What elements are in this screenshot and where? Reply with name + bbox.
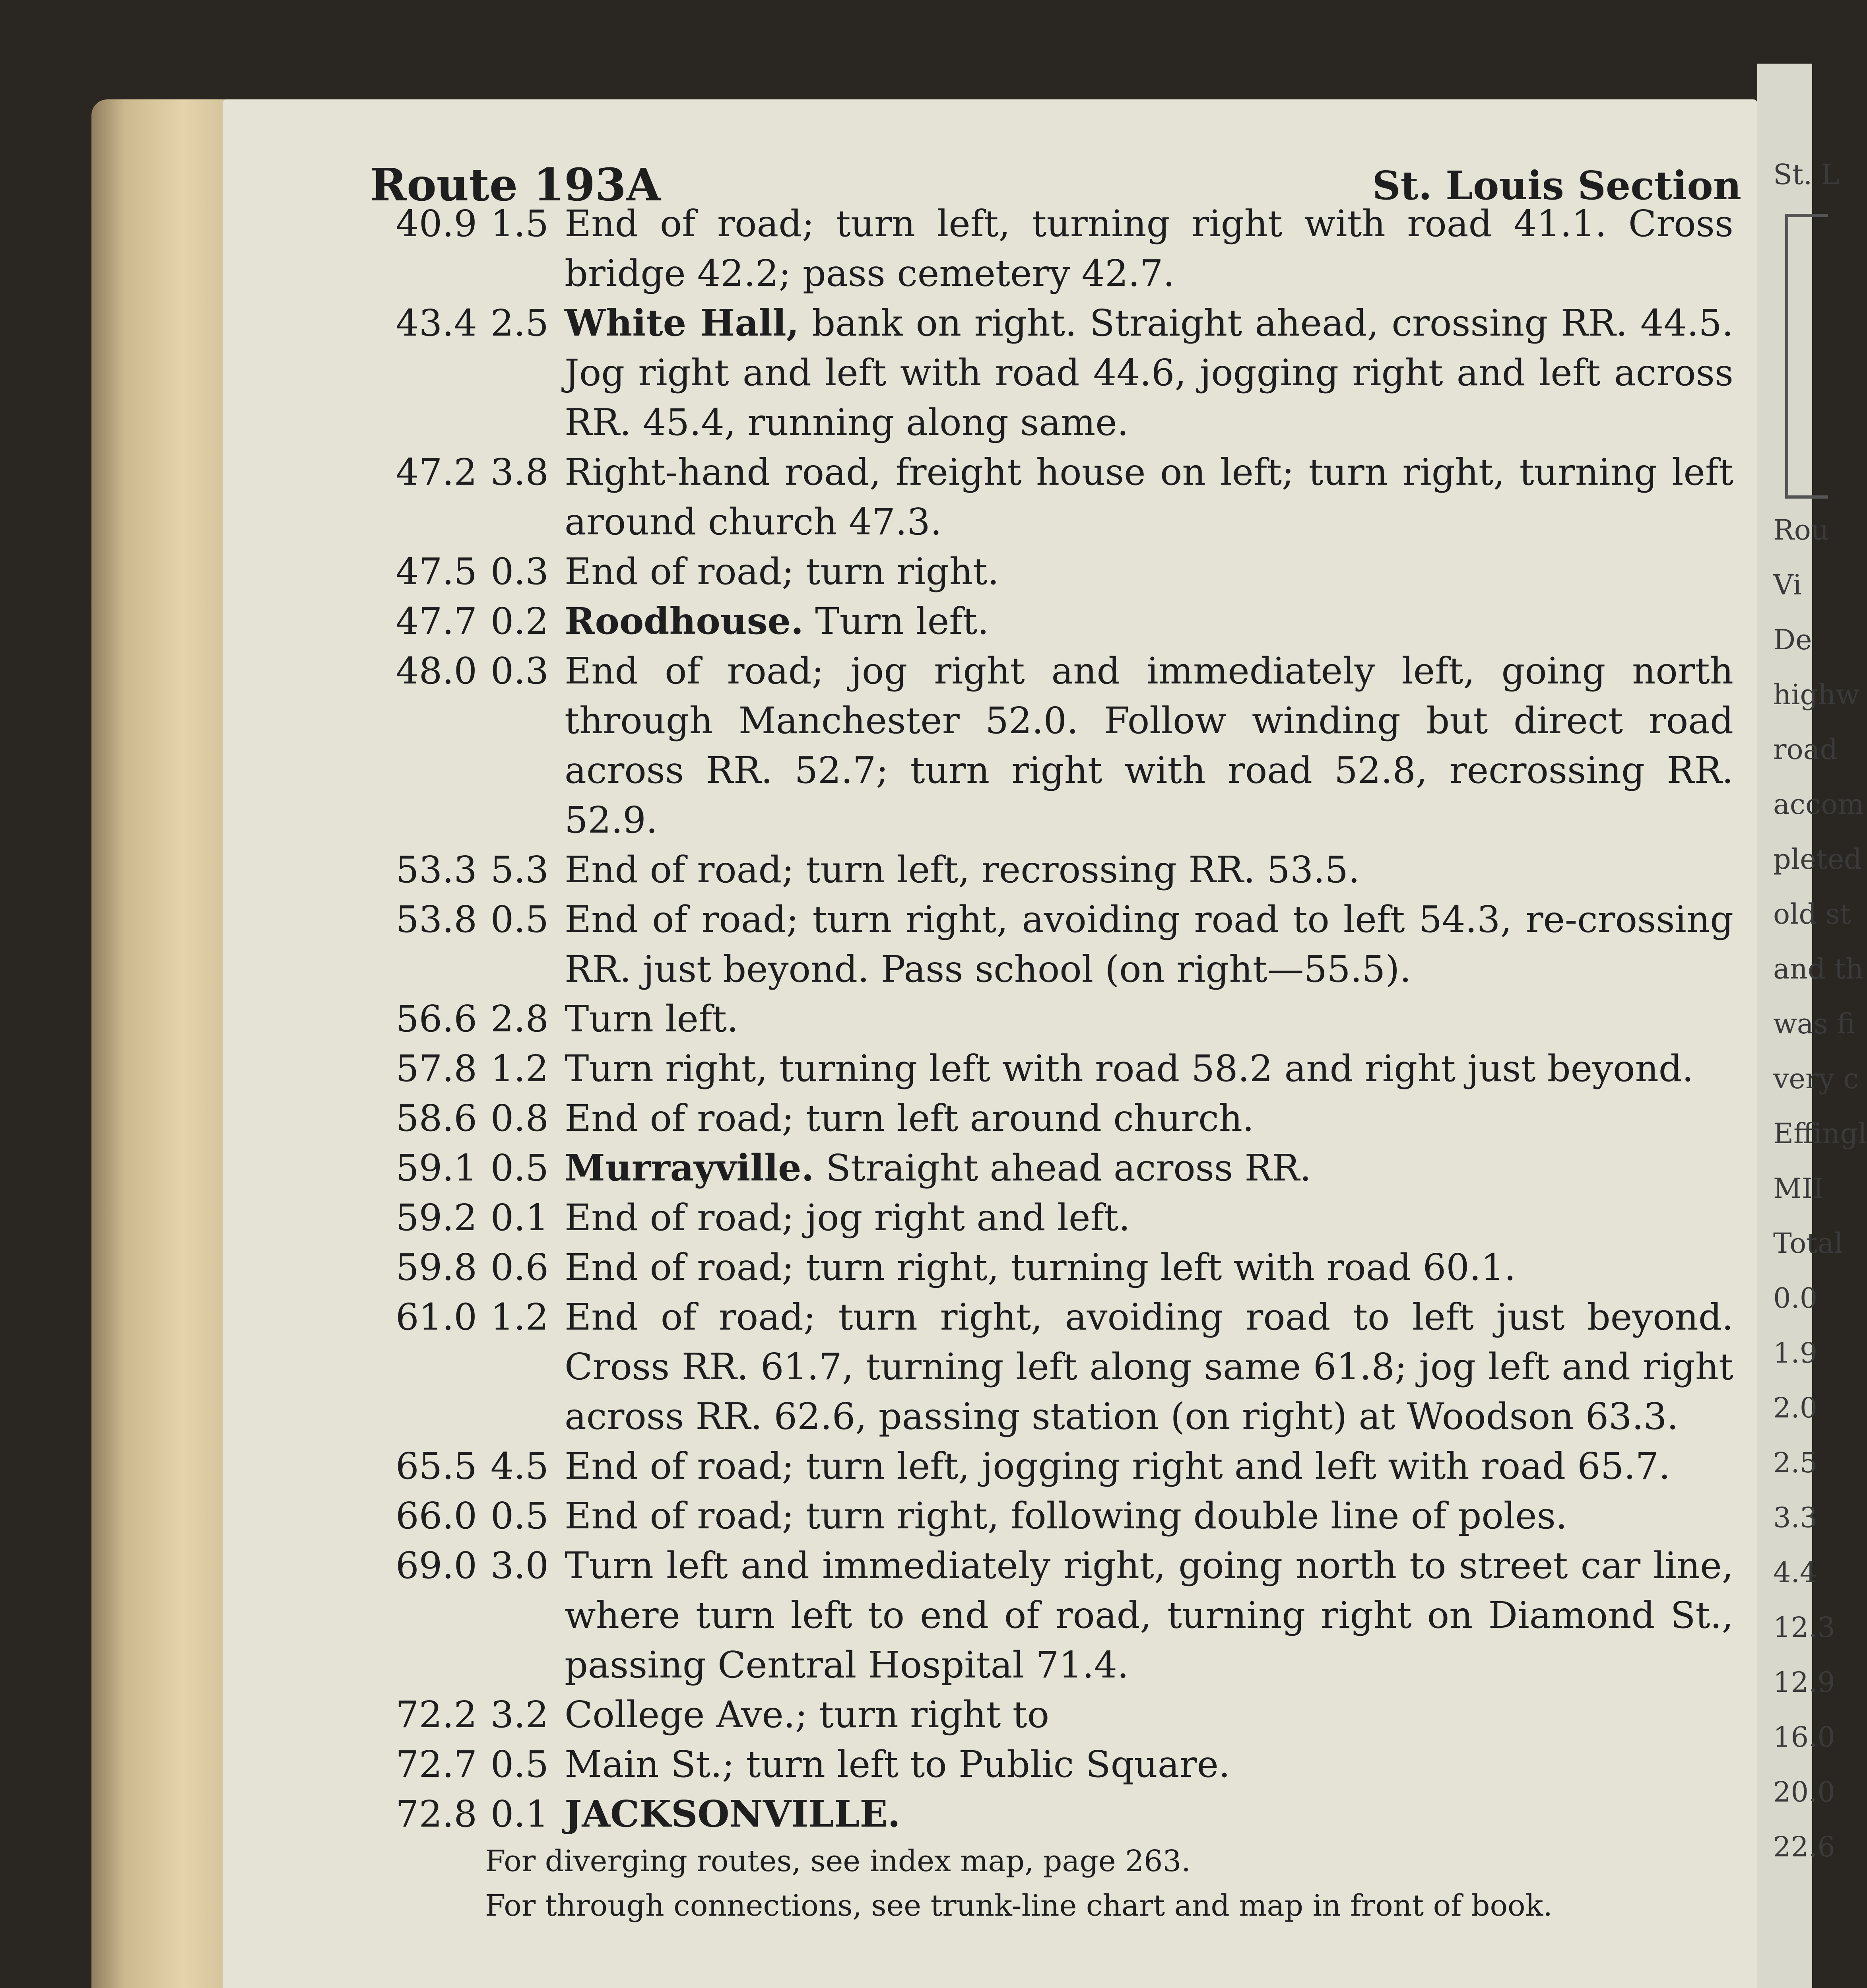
- entry-interval-miles: 3.2: [490, 1693, 549, 1736]
- adjacent-page-line: 4.4: [1773, 1556, 1818, 1589]
- entry-text: Right-hand road, freight house on left; turn right, turning left around church 47.3.: [565, 451, 1733, 543]
- adjacent-page-line: 20.0: [1773, 1776, 1835, 1808]
- entry-total-miles: 53.3: [396, 848, 477, 891]
- adjacent-page-line: 22.6: [1773, 1831, 1835, 1863]
- entry-description: [565, 1044, 1733, 1093]
- entry-total-miles: 69.0: [396, 1544, 477, 1587]
- entry-total-miles: 61.0: [396, 1296, 477, 1338]
- route-entry: [350, 547, 1733, 596]
- adjacent-page-line: and th: [1773, 953, 1864, 985]
- entry-text: End of road; turn right, avoiding road to left just beyond. Cross RR. 61.7, turning left along same 61.8; jog left and right across RR. 62.6, passing station (on right) at Woodson 63.3.: [565, 1296, 1733, 1438]
- adjacent-page-line: 1.9: [1773, 1337, 1818, 1369]
- adjacent-page-line: St. L: [1773, 158, 1840, 191]
- entry-interval-miles: 3.8: [490, 451, 549, 493]
- entry-town: White Hall,: [565, 301, 799, 344]
- entry-interval-miles: 0.5: [490, 1147, 549, 1189]
- route-entry: [350, 845, 1733, 895]
- entry-interval-miles: 0.6: [490, 1246, 549, 1289]
- entry-description: [565, 1789, 1733, 1839]
- entry-description: [565, 547, 1733, 596]
- route-entry: [350, 1044, 1733, 1093]
- entry-total-miles: 48.0: [396, 650, 477, 692]
- route-entry: [350, 646, 1733, 845]
- entry-total-miles: 57.8: [396, 1047, 477, 1090]
- entry-interval-miles: 0.5: [490, 1495, 549, 1537]
- entry-interval-miles: 0.3: [490, 550, 549, 593]
- adjacent-page-line: Vi: [1773, 569, 1802, 601]
- route-entry: [350, 447, 1733, 547]
- adjacent-page-line: 2.5: [1773, 1446, 1818, 1479]
- entry-total-miles: 59.2: [396, 1196, 477, 1239]
- entry-text: End of road; jog right and immediately left, going north through Manchester 52.0. Follow winding but direct road across RR. 52.7; turn right with road 52.8, recrossing RR. 52.9.: [565, 650, 1733, 841]
- entry-description: [565, 199, 1733, 298]
- route-entry: [350, 1789, 1733, 1839]
- entry-interval-miles: 2.8: [490, 998, 549, 1040]
- route-note: For diverging routes, see index map, page 263.: [485, 1844, 1191, 1878]
- route-entry: [350, 1690, 1733, 1740]
- route-entry: [350, 895, 1733, 994]
- adjacent-page-line: old st: [1773, 898, 1851, 930]
- entry-total-miles: 53.8: [396, 898, 477, 941]
- entry-text: Turn left and immediately right, going north to street car line, where turn left to end of road, turning right on Diamond St., passing Central Hospital 71.4.: [565, 1544, 1733, 1686]
- entry-total-miles: 72.8: [396, 1793, 477, 1835]
- entry-total-miles: 47.7: [396, 600, 477, 643]
- entry-text: Main St.; turn left to Public Square.: [565, 1743, 1230, 1786]
- entry-text: End of road; turn left, jogging right and left with road 65.7.: [565, 1445, 1671, 1487]
- entry-interval-miles: 0.1: [490, 1196, 549, 1239]
- entry-text: End of road; turn right, following double line of poles.: [565, 1495, 1568, 1537]
- route-entry: [350, 994, 1733, 1044]
- entry-interval-miles: 1.5: [490, 202, 549, 245]
- entry-interval-miles: 0.5: [490, 898, 549, 941]
- entry-description: [565, 1143, 1733, 1193]
- entry-description: [565, 646, 1733, 845]
- entry-description: [565, 1491, 1733, 1541]
- entry-interval-miles: 0.2: [490, 600, 549, 643]
- entry-description: [565, 596, 1733, 646]
- entry-text: Straight ahead across RR.: [825, 1147, 1312, 1189]
- entry-description: [565, 994, 1733, 1044]
- entry-text: Turn left.: [815, 600, 989, 643]
- adjacent-page-line: MII: [1773, 1172, 1824, 1205]
- entry-description: [565, 1242, 1733, 1292]
- entry-town: Murrayville.: [565, 1146, 814, 1189]
- entry-text: End of road; turn right, avoiding road to left 54.3, re-crossing RR. just beyond. Pass school (on right—55.5).: [565, 898, 1733, 990]
- entry-total-miles: 65.5: [396, 1445, 477, 1487]
- route-entry: [350, 1740, 1733, 1789]
- entry-text: College Ave.; turn right to: [565, 1693, 1050, 1736]
- entry-interval-miles: 3.0: [490, 1544, 549, 1587]
- route-entries: [350, 199, 1733, 1928]
- adjacent-page-illustration: [1785, 214, 1828, 499]
- entry-interval-miles: 0.8: [490, 1097, 549, 1140]
- entry-interval-miles: 5.3: [490, 848, 549, 891]
- entry-description: [565, 1690, 1733, 1740]
- entry-description: [565, 1193, 1733, 1242]
- route-entry: [350, 199, 1733, 298]
- adjacent-page-line: 3.3: [1773, 1501, 1818, 1534]
- adjacent-page-line: Rou: [1773, 514, 1829, 546]
- route-entry: [350, 1441, 1733, 1491]
- adjacent-page-line: pleted: [1773, 843, 1862, 876]
- route-entry: [350, 1143, 1733, 1193]
- entry-interval-miles: 2.5: [490, 302, 549, 344]
- route-entry: [350, 1491, 1733, 1541]
- entry-town: JACKSONVILLE.: [565, 1792, 901, 1835]
- entry-interval-miles: 1.2: [490, 1296, 549, 1338]
- adjacent-page-line: 12.9: [1773, 1666, 1835, 1699]
- adjacent-page-line: very c: [1773, 1062, 1859, 1095]
- entry-interval-miles: 0.1: [490, 1793, 549, 1835]
- entry-description: [565, 1093, 1733, 1143]
- entry-total-miles: 72.7: [396, 1743, 477, 1786]
- entry-total-miles: 40.9: [396, 202, 477, 245]
- entry-total-miles: 47.5: [396, 550, 477, 593]
- adjacent-page-line: accom: [1773, 788, 1864, 821]
- route-entry: [350, 298, 1733, 447]
- entry-description: [565, 845, 1733, 895]
- entry-description: [565, 447, 1733, 547]
- adjacent-page-line: was fi: [1773, 1008, 1855, 1040]
- entry-text: Turn right, turning left with road 58.2 and right just beyond.: [565, 1047, 1694, 1090]
- entry-total-miles: 58.6: [396, 1097, 477, 1140]
- entry-text: Turn left.: [565, 998, 739, 1040]
- adjacent-page-line: highw: [1773, 678, 1860, 711]
- entry-total-miles: 59.1: [396, 1147, 477, 1189]
- entry-interval-miles: 0.5: [490, 1743, 549, 1786]
- book-page: [223, 99, 1757, 1988]
- entry-town: Roodhouse.: [565, 600, 804, 643]
- entry-description: [565, 1541, 1733, 1690]
- entry-text: End of road; turn right, turning left with road 60.1.: [565, 1246, 1516, 1289]
- entry-text: End of road; turn left around church.: [565, 1097, 1254, 1140]
- entry-text: bank on right. Straight ahead, crossing RR. 44.5. Jog right and left with road 44.6, jogging right and left across RR. 45.4, running along same.: [565, 302, 1733, 444]
- entry-total-miles: 72.2: [396, 1693, 477, 1736]
- route-entry: [350, 1193, 1733, 1242]
- route-entry: [350, 596, 1733, 646]
- entry-total-miles: 47.2: [396, 451, 477, 493]
- entry-text: End of road; turn right.: [565, 550, 999, 593]
- entry-total-miles: 56.6: [396, 998, 477, 1040]
- adjacent-page-line: road: [1773, 733, 1838, 766]
- route-title: Route 193A: [370, 159, 661, 211]
- entry-interval-miles: 4.5: [490, 1445, 549, 1487]
- entry-description: [565, 895, 1733, 994]
- entry-description: [565, 298, 1733, 447]
- adjacent-page-line: 16.0: [1773, 1721, 1835, 1753]
- adjacent-page-line: 2.0: [1773, 1392, 1818, 1424]
- entry-description: [565, 1740, 1733, 1789]
- adjacent-page-strip: [1757, 64, 1867, 1988]
- adjacent-page-line: 12.3: [1773, 1611, 1835, 1644]
- entry-description: [565, 1441, 1733, 1491]
- entry-total-miles: 59.8: [396, 1246, 477, 1289]
- section-title: St. Louis Section: [1372, 163, 1741, 209]
- route-note: For through connections, see trunk-line chart and map in front of book.: [485, 1889, 1553, 1923]
- entry-total-miles: 43.4: [396, 302, 477, 344]
- entry-description: [565, 1292, 1733, 1441]
- entry-interval-miles: 1.2: [490, 1047, 549, 1090]
- entry-interval-miles: 0.3: [490, 650, 549, 692]
- adjacent-page-line: Effingl: [1773, 1117, 1867, 1150]
- route-entry: [350, 1242, 1733, 1292]
- adjacent-page-text: [1757, 64, 1867, 1870]
- route-entry: [350, 1541, 1733, 1690]
- entry-text: End of road; turn left, recrossing RR. 53.5.: [565, 848, 1360, 891]
- entry-total-miles: 66.0: [396, 1495, 477, 1537]
- route-entry: [350, 1292, 1733, 1441]
- adjacent-page-line: Total: [1773, 1227, 1843, 1260]
- entry-text: End of road; jog right and left.: [565, 1196, 1130, 1239]
- entry-text: End of road; turn left, turning right with road 41.1. Cross bridge 42.2; pass cemetery 42.7.: [565, 202, 1733, 295]
- route-entry: [350, 1093, 1733, 1143]
- adjacent-page-line: De: [1773, 623, 1812, 656]
- adjacent-page-line: 0.0: [1773, 1282, 1818, 1314]
